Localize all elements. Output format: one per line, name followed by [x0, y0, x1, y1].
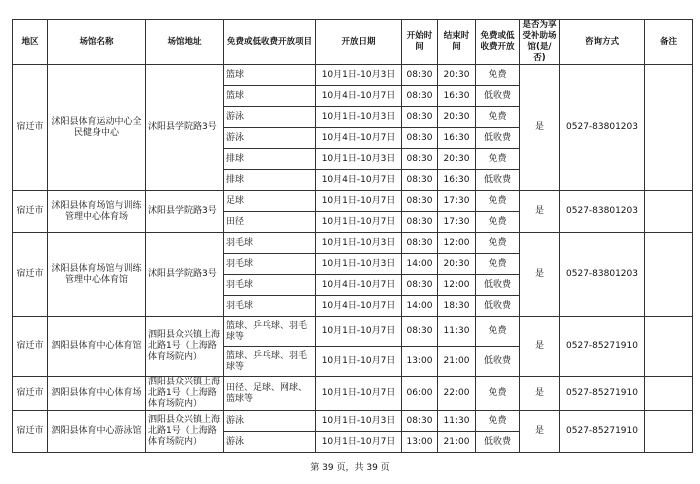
open-date-cell: 10月1日-10月3日 — [316, 254, 402, 275]
fee-type-cell: 低收费 — [476, 432, 520, 453]
subsidized-cell: 是 — [520, 233, 560, 317]
open-item-cell: 羽毛球 — [224, 275, 316, 296]
header-cell-fee-type: 免费或低收费开放 — [476, 20, 520, 65]
open-item-cell: 排球 — [224, 170, 316, 191]
open-item-cell: 羽毛球 — [224, 296, 316, 317]
open-item-cell: 篮球、乒乓球、羽毛球等 — [224, 317, 316, 347]
start-time-cell: 08:30 — [402, 212, 438, 233]
end-time-cell: 17:30 — [438, 191, 476, 212]
end-time-cell: 20:30 — [438, 107, 476, 128]
open-item-cell: 篮球、乒乓球、羽毛球等 — [224, 347, 316, 377]
venue-address-cell: 泗阳县众兴镇上海北路1号（上海路体育场院内） — [146, 377, 224, 411]
start-time-cell: 08:30 — [402, 191, 438, 212]
page-footer: 第 39 页，共 39 页 — [310, 463, 390, 473]
open-date-cell: 10月1日-10月7日 — [316, 432, 402, 453]
open-date-cell: 10月1日-10月7日 — [316, 317, 402, 347]
contact-cell: 0527-85271910 — [560, 317, 645, 377]
header-cell-end-time: 结束时间 — [438, 20, 476, 65]
open-date-cell: 10月1日-10月7日 — [316, 347, 402, 377]
open-date-cell: 10月4日-10月7日 — [316, 275, 402, 296]
venue-schedule-table — [12, 19, 693, 453]
open-date-cell: 10月4日-10月7日 — [316, 296, 402, 317]
fee-type-cell: 低收费 — [476, 86, 520, 107]
open-date-cell: 10月4日-10月7日 — [316, 86, 402, 107]
start-time-cell: 08:30 — [402, 233, 438, 254]
open-date-cell: 10月4日-10月7日 — [316, 170, 402, 191]
fee-type-cell: 免费 — [476, 107, 520, 128]
region-cell: 宿迁市 — [13, 317, 48, 377]
table-body — [13, 65, 693, 453]
start-time-cell: 08:30 — [402, 65, 438, 86]
contact-cell: 0527-83801203 — [560, 191, 645, 233]
venue-name-cell: 泗阳县体育中心体育场 — [48, 377, 146, 411]
fee-type-cell: 免费 — [476, 191, 520, 212]
open-date-cell: 10月1日-10月3日 — [316, 411, 402, 432]
fee-type-cell: 免费 — [476, 65, 520, 86]
start-time-cell: 08:30 — [402, 86, 438, 107]
end-time-cell: 22:00 — [438, 377, 476, 411]
open-item-cell: 游泳 — [224, 432, 316, 453]
open-item-cell: 田径、足球、网球、篮球等 — [224, 377, 316, 411]
fee-type-cell: 免费 — [476, 377, 520, 411]
note-cell — [645, 65, 693, 191]
open-item-cell: 游泳 — [224, 411, 316, 432]
venue-name-cell: 沭阳县体育运动中心全民健身中心 — [48, 65, 146, 191]
venue-address-cell: 沭阳县学院路3号 — [146, 233, 224, 317]
end-time-cell: 18:30 — [438, 296, 476, 317]
end-time-cell: 12:00 — [438, 233, 476, 254]
note-cell — [645, 233, 693, 317]
fee-type-cell: 免费 — [476, 212, 520, 233]
note-cell — [645, 191, 693, 233]
fee-type-cell: 免费 — [476, 411, 520, 432]
open-date-cell: 10月1日-10月7日 — [316, 212, 402, 233]
start-time-cell: 08:30 — [402, 128, 438, 149]
table-row — [13, 317, 693, 347]
open-date-cell: 10月1日-10月3日 — [316, 149, 402, 170]
start-time-cell: 08:30 — [402, 149, 438, 170]
open-date-cell: 10月4日-10月7日 — [316, 128, 402, 149]
end-time-cell: 21:00 — [438, 432, 476, 453]
subsidized-cell: 是 — [520, 317, 560, 377]
fee-type-cell: 免费 — [476, 233, 520, 254]
header-cell-subsidized: 是否为享受补助场馆(是/否) — [520, 20, 560, 65]
region-cell: 宿迁市 — [13, 65, 48, 191]
header-cell-venue-address: 场馆地址 — [146, 20, 224, 65]
open-item-cell: 游泳 — [224, 107, 316, 128]
contact-cell: 0527-85271910 — [560, 411, 645, 453]
start-time-cell: 08:30 — [402, 275, 438, 296]
header-cell-contact: 咨询方式 — [560, 20, 645, 65]
end-time-cell: 20:30 — [438, 65, 476, 86]
contact-cell: 0527-83801203 — [560, 233, 645, 317]
header-row — [13, 20, 693, 65]
subsidized-cell: 是 — [520, 411, 560, 453]
open-item-cell: 篮球 — [224, 86, 316, 107]
start-time-cell: 08:30 — [402, 107, 438, 128]
venue-name-cell: 沭阳县体育场馆与训练管理中心体育馆 — [48, 233, 146, 317]
venue-address-cell: 沭阳县学院路3号 — [146, 65, 224, 191]
region-cell: 宿迁市 — [13, 233, 48, 317]
fee-type-cell: 低收费 — [476, 275, 520, 296]
open-date-cell: 10月1日-10月7日 — [316, 377, 402, 411]
end-time-cell: 16:30 — [438, 170, 476, 191]
venue-name-cell: 泗阳县体育中心体育馆 — [48, 317, 146, 377]
open-item-cell: 田径 — [224, 212, 316, 233]
fee-type-cell: 低收费 — [476, 170, 520, 191]
venue-name-cell: 泗阳县体育中心游泳馆 — [48, 411, 146, 453]
open-item-cell: 足球 — [224, 191, 316, 212]
venue-name-cell: 沭阳县体育场馆与训练管理中心体育场 — [48, 191, 146, 233]
start-time-cell: 14:00 — [402, 296, 438, 317]
end-time-cell: 12:00 — [438, 275, 476, 296]
fee-type-cell: 免费 — [476, 317, 520, 347]
subsidized-cell: 是 — [520, 191, 560, 233]
end-time-cell: 20:30 — [438, 149, 476, 170]
end-time-cell: 21:00 — [438, 347, 476, 377]
end-time-cell: 11:30 — [438, 411, 476, 432]
start-time-cell: 06:00 — [402, 377, 438, 411]
header-cell-venue-name: 场馆名称 — [48, 20, 146, 65]
end-time-cell: 17:30 — [438, 212, 476, 233]
header-cell-note: 备注 — [645, 20, 693, 65]
contact-cell: 0527-83801203 — [560, 65, 645, 191]
open-item-cell: 羽毛球 — [224, 254, 316, 275]
note-cell — [645, 411, 693, 453]
end-time-cell: 20:30 — [438, 254, 476, 275]
fee-type-cell: 低收费 — [476, 347, 520, 377]
table-row — [13, 191, 693, 212]
table-row — [13, 65, 693, 86]
header-cell-region: 地区 — [13, 20, 48, 65]
fee-type-cell: 免费 — [476, 254, 520, 275]
end-time-cell: 16:30 — [438, 86, 476, 107]
venue-address-cell: 泗阳县众兴镇上海北路1号（上海路体育场院内） — [146, 317, 224, 377]
note-cell — [645, 377, 693, 411]
venue-address-cell: 沭阳县学院路3号 — [146, 191, 224, 233]
end-time-cell: 11:30 — [438, 317, 476, 347]
contact-cell: 0527-85271910 — [560, 377, 645, 411]
start-time-cell: 14:00 — [402, 254, 438, 275]
start-time-cell: 08:30 — [402, 411, 438, 432]
open-item-cell: 排球 — [224, 149, 316, 170]
region-cell: 宿迁市 — [13, 377, 48, 411]
start-time-cell: 08:30 — [402, 317, 438, 347]
header-cell-open-date: 开放日期 — [316, 20, 402, 65]
note-cell — [645, 317, 693, 377]
subsidized-cell: 是 — [520, 377, 560, 411]
start-time-cell: 08:30 — [402, 170, 438, 191]
region-cell: 宿迁市 — [13, 411, 48, 453]
subsidized-cell: 是 — [520, 65, 560, 191]
table-row — [13, 377, 693, 411]
open-date-cell: 10月1日-10月3日 — [316, 107, 402, 128]
start-time-cell: 13:00 — [402, 347, 438, 377]
header-cell-start-time: 开始时间 — [402, 20, 438, 65]
venue-address-cell: 泗阳县众兴镇上海北路1号（上海路体育场院内） — [146, 411, 224, 453]
fee-type-cell: 低收费 — [476, 296, 520, 317]
open-item-cell: 篮球 — [224, 65, 316, 86]
open-item-cell: 羽毛球 — [224, 233, 316, 254]
fee-type-cell: 低收费 — [476, 128, 520, 149]
table-row — [13, 411, 693, 432]
open-date-cell: 10月1日-10月3日 — [316, 233, 402, 254]
open-item-cell: 游泳 — [224, 128, 316, 149]
open-date-cell: 10月1日-10月3日 — [316, 65, 402, 86]
header-cell-open-items: 免费或低收费开放项目 — [224, 20, 316, 65]
region-cell: 宿迁市 — [13, 191, 48, 233]
table-row — [13, 233, 693, 254]
fee-type-cell: 免费 — [476, 149, 520, 170]
start-time-cell: 13:00 — [402, 432, 438, 453]
open-date-cell: 10月1日-10月7日 — [316, 191, 402, 212]
end-time-cell: 16:30 — [438, 128, 476, 149]
